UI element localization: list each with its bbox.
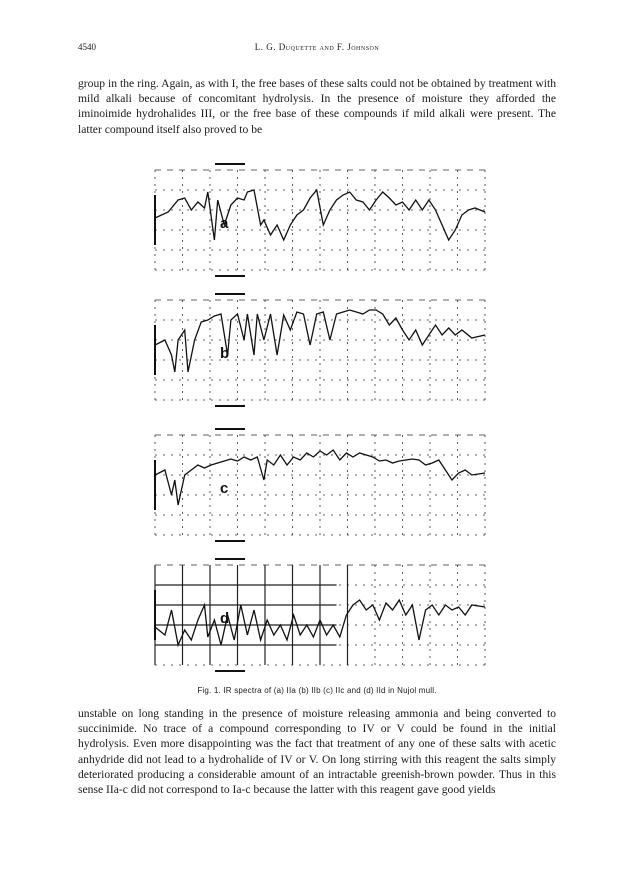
spectrum-panel-d — [155, 559, 485, 671]
spectrum-trace-b — [155, 310, 485, 372]
panel-label-c: c — [220, 480, 229, 497]
panel-label-d: d — [220, 610, 230, 627]
running-title: L. G. Duquette and F. Johnson — [254, 42, 380, 52]
spectrum-panel-c — [155, 429, 485, 541]
panel-label-a: a — [220, 215, 229, 232]
ir-spectra-figure — [145, 160, 495, 680]
spectrum-panel-a — [155, 164, 485, 276]
ir-spectra-svg — [145, 160, 495, 680]
figure-caption: Fig. 1. IR spectra of (a) IIa (b) IIb (c) IIc and (d) IId in Nujol mull. — [197, 686, 437, 695]
spectrum-trace-a — [155, 190, 485, 240]
page-header — [78, 42, 556, 58]
body-paragraph-top: group in the ring. Again, as with I, the free bases of these salts could not be obtained by treatment with mild alkali because of concomitant hydrolysis. In the presence of moisture they afforded the iminoimide hydrohalides III, or the free base of these compounds if mild alkali were present. The latter compound itself also proved to be — [78, 77, 556, 136]
body-paragraph-bottom: unstable on long standing in the presence of moisture releasing ammonia and being converted to succinimide. No trace of a compound corresponding to IV or V could be found in the initial hydrolysis. Even more disappointing was the fact that treatment of any one of these salts with acetic anhydride did not lead to a hydrohalide of IV or V. On long stirring with this reagent the salts simply deteriorated producing a considerable amount of an intractable greenish-brown powder. Thus in this sense IIa-c did not correspond to Ia-c because the latter with this reagent gave good yields — [78, 707, 556, 797]
page-number: 4540 — [78, 42, 96, 52]
spectrum-panel-b — [155, 294, 485, 406]
panel-label-b: b — [220, 345, 230, 362]
